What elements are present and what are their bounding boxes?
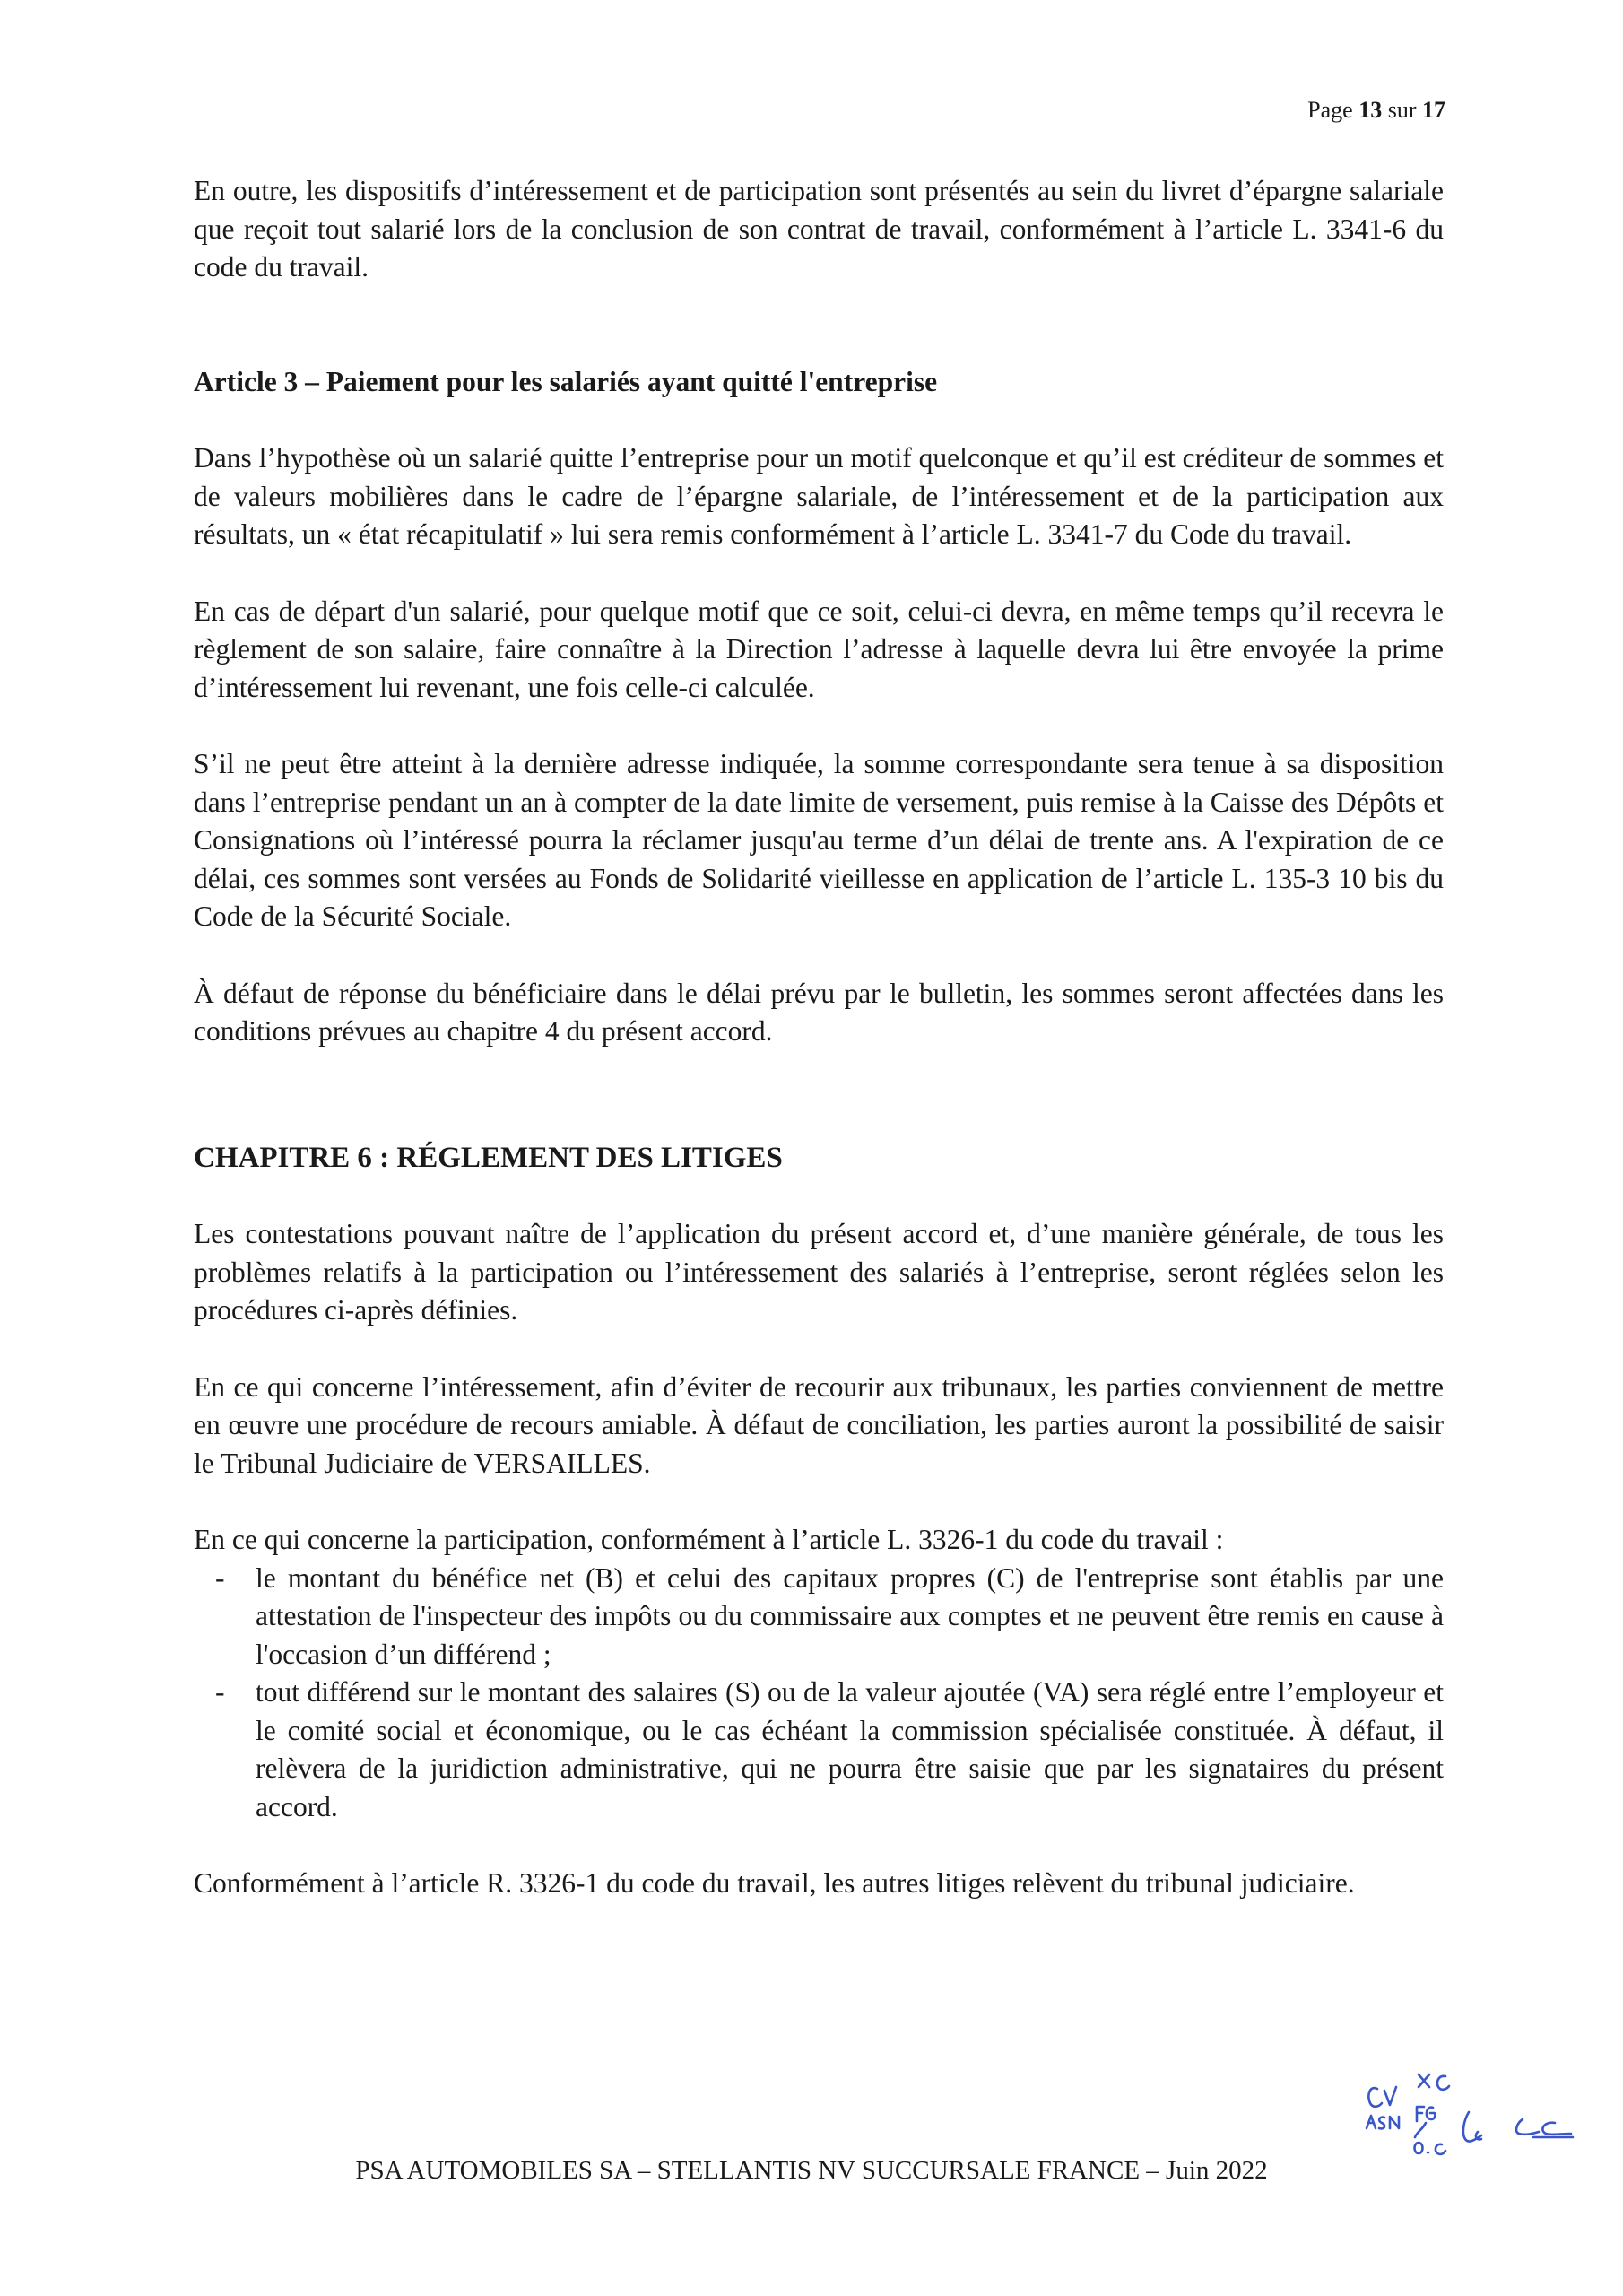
article-3-paragraph-4: À défaut de réponse du bénéficiaire dans le délai prévu par le bulletin, les sommes seront affectées dans les conditions prévues au chapitre 4 du présent accord. xyxy=(194,977,1444,1047)
page-current: 13 xyxy=(1358,97,1383,123)
article-3-heading: Article 3 – Paiement pour les salariés ayant quitté l'entreprise xyxy=(194,365,938,397)
list-item xyxy=(194,1674,1444,1826)
intro-paragraph: En outre, les dispositifs d’intéressement et de participation sont présentés au sein du livret d’épargne salariale que reçoit tout salarié lors de la conclusion de son contrat de travail, conformément à l’article L. 3341-6 du code du travail. xyxy=(194,175,1444,283)
article-3-paragraph-3: S’il ne peut être atteint à la dernière adresse indiquée, la somme correspondante sera tenue à sa disposition dans l’entreprise pendant un an à compter de la date limite de versement, puis remise à la Caisse des Dépôts et Consignations où l’intéressé pourra la réclamer jusqu'au terme d’un délai de trente ans. A l'expiration de ce délai, ces sommes sont versées au Fonds de Solidarité vieillesse en application de l’article L. 135-3 10 bis du Code de la Sécurité Sociale. xyxy=(194,748,1444,932)
chapter-6-paragraph-4: Conformément à l’article R. 3326-1 du code du travail, les autres litiges relèvent du tribunal judiciaire. xyxy=(194,1867,1355,1899)
page-total: 17 xyxy=(1422,97,1445,123)
chapter-6-paragraph-2: En ce qui concerne l’intéressement, afin d’éviter de recourir aux tribunaux, les parties conviennent de mettre en œuvre une procédure de recours amiable. À défaut de conciliation, les parties auront la possibilité de saisir le Tribunal Judiciaire de VERSAILLES. xyxy=(194,1370,1444,1479)
list-dash: - xyxy=(215,1676,225,1708)
chapter-6-paragraph-3: En ce qui concerne la participation, conformément à l’article L. 3326-1 du code du travail : xyxy=(194,1524,1224,1555)
list-item xyxy=(194,1560,1444,1674)
page-number xyxy=(1307,97,1445,124)
page-separator: sur xyxy=(1382,97,1422,123)
list-dash: - xyxy=(215,1561,225,1594)
article-3-paragraph-2: En cas de départ d'un salarié, pour quelque motif que ce soit, celui-ci devra, en même temps qu’il recevra le règlement de son salaire, faire connaître à la Direction l’adresse à laquelle devra lui être envoyée la prime d’intéressement lui revenant, une fois celle-ci calculée. xyxy=(194,595,1444,703)
chapter-6-heading: CHAPITRE 6 : RÉGLEMENT DES LITIGES xyxy=(194,1141,783,1174)
litigation-list xyxy=(194,1560,1444,1827)
chapter-6-paragraph-1: Les contestations pouvant naître de l’application du présent accord et, d’une manière générale, de tous les problèmes relatifs à la participation ou l’intéressement des salariés à l’entreprise, seront réglées selon les procédures ci-après définies. xyxy=(194,1218,1444,1326)
handwritten-initials xyxy=(1363,2067,1578,2157)
list-item-text: tout différend sur le montant des salaires (S) ou de la valeur ajoutée (VA) sera réglé entre l’employeur et le comité social et économique, ou le cas échéant la commission spécialisée constituée. À défaut, il relèvera de la juridiction administrative, qui ne pourra être saisie que par les signataires du présent accord. xyxy=(256,1676,1444,1822)
document-body xyxy=(194,172,1444,1903)
article-3-paragraph-1: Dans l’hypothèse où un salarié quitte l’entreprise pour un motif quelconque et qu’il est créditeur de sommes et de valeurs mobilières dans le cadre de l’épargne salariale, de l’intéressement et de la participation aux résultats, un « état récapitulatif » lui sera remis conformément à l’article L. 3341-7 du Code du travail. xyxy=(194,442,1444,550)
page-footer: PSA AUTOMOBILES SA – STELLANTIS NV SUCCURSALE FRANCE – Juin 2022 xyxy=(355,2156,1268,2185)
page-prefix: Page xyxy=(1307,97,1359,123)
list-item-text: le montant du bénéfice net (B) et celui des capitaux propres (C) de l'entreprise sont établis par une attestation de l'inspecteur des impôts ou du commissaire aux comptes et ne peuvent être remis en cause à l'occasion d’un différend ; xyxy=(256,1561,1444,1670)
